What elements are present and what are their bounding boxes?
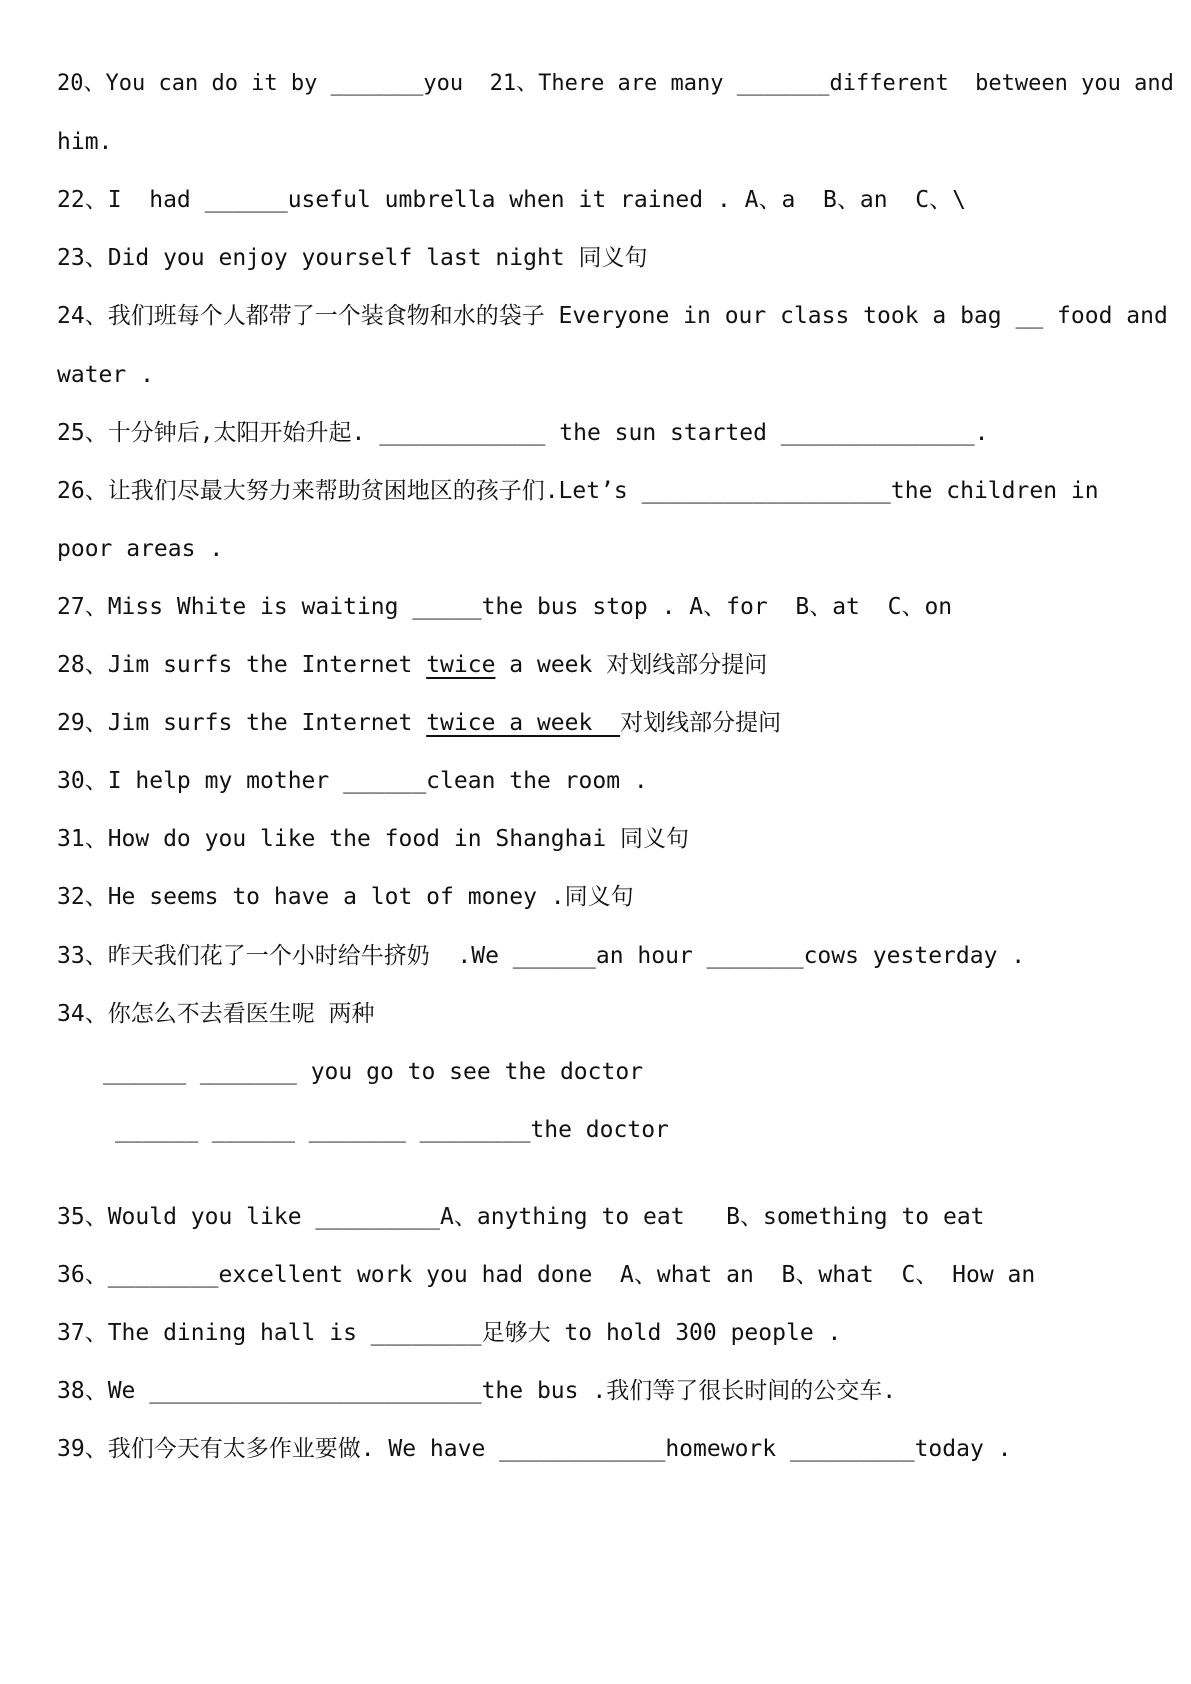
question-28-text: 28、Jim surfs the Internet <box>57 652 427 678</box>
question-22: 22、I had ______useful umbrella when it rained . A、a B、an C、\ <box>57 187 966 213</box>
question-33: 33、昨天我们花了一个小时给牛挤奶 .We ______an hour _______cows yesterday . <box>57 943 1026 969</box>
question-28-underlined: twice <box>426 652 496 678</box>
question-31: 31、How do you like the food in Shanghai 同义句 <box>57 826 690 852</box>
question-29-text: 29、Jim surfs the Internet <box>57 710 427 736</box>
question-21-continued: him. <box>57 129 113 155</box>
question-28-instruction: a week 对划线部分提问 <box>495 652 768 678</box>
question-23: 23、Did you enjoy yourself last night 同义句 <box>57 245 648 271</box>
question-37: 37、The dining hall is ________足够大 to hold 300 people . <box>57 1320 842 1346</box>
question-34-answer-1: ______ _______ you go to see the doctor <box>103 1059 644 1085</box>
question-20-21: 20、You can do it by _______you 21、There are many _______different between you and <box>57 71 1174 96</box>
question-38: 38、We ________________________the bus .我们等了很长时间的公交车. <box>57 1378 897 1404</box>
question-26: 26、让我们尽最大努力来帮助贫困地区的孩子们.Let’s __________________the children in <box>57 478 1099 504</box>
question-27: 27、Miss White is waiting _____the bus stop . A、for B、at C、on <box>57 594 953 620</box>
question-34-answer-2: ______ ______ _______ ________the doctor <box>115 1117 669 1143</box>
question-24-continued: water . <box>57 362 154 388</box>
question-32: 32、He seems to have a lot of money .同义句 <box>57 884 634 910</box>
question-39: 39、我们今天有太多作业要做. We have ____________homework _________today . <box>57 1436 1012 1462</box>
question-26-continued: poor areas . <box>57 536 224 562</box>
question-29-instruction: 对划线部分提问 <box>620 710 782 736</box>
question-25: 25、十分钟后,太阳开始升起. ____________ the sun started ______________. <box>57 420 989 446</box>
question-34: 34、你怎么不去看医生呢 两种 <box>57 1001 375 1027</box>
question-30: 30、I help my mother ______clean the room . <box>57 768 648 794</box>
question-29-underlined: twice a week <box>426 710 621 736</box>
question-24: 24、我们班每个人都带了一个装食物和水的袋子 Everyone in our class took a bag __ food and <box>57 303 1168 329</box>
question-35: 35、Would you like _________A、anything to eat B、something to eat <box>57 1204 985 1230</box>
question-29 <box>57 708 781 738</box>
question-28 <box>57 650 767 680</box>
question-36: 36、________excellent work you had done A、what an B、what C、 How an <box>57 1262 1036 1288</box>
